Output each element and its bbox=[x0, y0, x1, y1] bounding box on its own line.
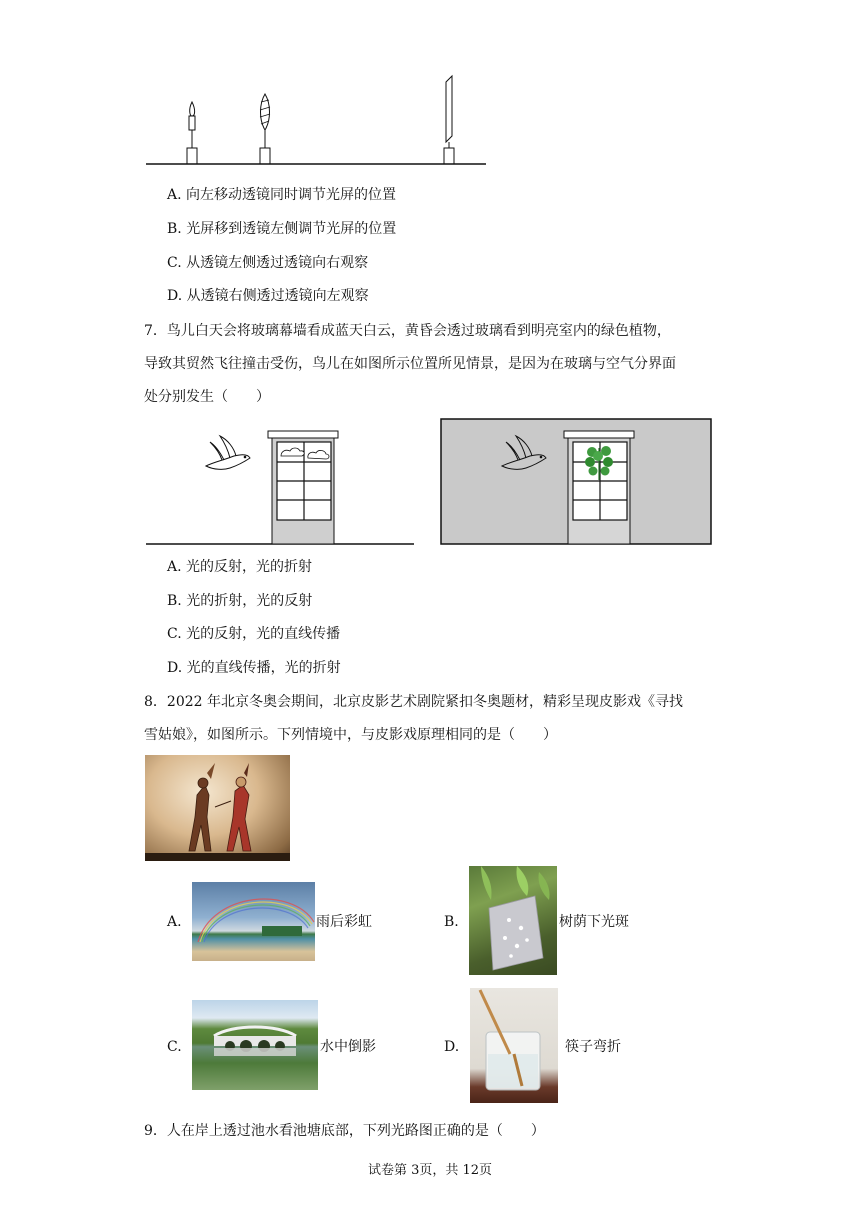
bird-dusk-figure bbox=[440, 418, 714, 548]
q8-option-d-letter[interactable]: D. bbox=[444, 1039, 460, 1055]
shadow-puppet-photo bbox=[145, 755, 290, 861]
q7-stem-line-3: 处分别发生（ ） bbox=[144, 389, 270, 405]
q7-option-a[interactable]: A. 光的反射，光的折射 bbox=[167, 559, 313, 575]
q8-stem-line-1: 8．2022 年北京冬奥会期间，北京皮影艺术剧院紧扣冬奥题材，精彩呈现皮影戏《寻找 bbox=[144, 694, 683, 710]
q6-option-d[interactable]: D. 从透镜右侧透过透镜向左观察 bbox=[167, 288, 369, 304]
q7-stem-line-2: 导致其贸然飞往撞击受伤，鸟儿在如图所示位置所见情景，是因为在玻璃与空气分界面 bbox=[144, 356, 676, 372]
candle bbox=[187, 102, 197, 164]
page-footer: 试卷第 3页，共 12页 bbox=[367, 1163, 493, 1178]
tree-shade-spots-photo[interactable] bbox=[469, 866, 557, 975]
glass-window-plant bbox=[573, 442, 627, 520]
convex-lens bbox=[260, 94, 270, 164]
water-reflection-photo[interactable] bbox=[192, 1000, 318, 1090]
q8-option-d-caption: 筷子弯折 bbox=[565, 1039, 621, 1055]
q8-option-b-letter[interactable]: B. bbox=[444, 914, 459, 930]
q8-option-a-letter[interactable]: A. bbox=[167, 914, 182, 930]
optical-bench-figure bbox=[140, 70, 500, 170]
rainbow-photo[interactable] bbox=[192, 882, 315, 961]
bird-daytime-figure bbox=[144, 418, 416, 548]
q9-stem: 9．人在岸上透过池水看池塘底部，下列光路图正确的是（ ） bbox=[144, 1123, 545, 1139]
q7-option-d[interactable]: D. 光的直线传播，光的折射 bbox=[167, 660, 341, 676]
q8-option-c-letter[interactable]: C. bbox=[167, 1039, 182, 1055]
bent-chopstick-photo[interactable] bbox=[470, 988, 558, 1103]
bird-icon bbox=[206, 436, 250, 469]
light-screen bbox=[444, 76, 454, 164]
q7-option-b[interactable]: B. 光的折射，光的反射 bbox=[167, 593, 313, 609]
q7-stem-line-1: 7．鸟儿白天会将玻璃幕墙看成蓝天白云，黄昏会透过玻璃看到明亮室内的绿色植物， bbox=[144, 323, 671, 339]
q8-option-b-caption: 树荫下光斑 bbox=[559, 914, 629, 930]
q6-option-c[interactable]: C. 从透镜左侧透过透镜向右观察 bbox=[167, 255, 369, 271]
q6-option-b[interactable]: B. 光屏移到透镜左侧调节光屏的位置 bbox=[167, 221, 397, 237]
q8-option-a-caption: 雨后彩虹 bbox=[316, 914, 372, 930]
q7-option-c[interactable]: C. 光的反射，光的直线传播 bbox=[167, 626, 341, 642]
q6-option-a[interactable]: A. 向左移动透镜同时调节光屏的位置 bbox=[167, 187, 397, 203]
q8-stem-line-2: 雪姑娘》，如图所示。下列情境中，与皮影戏原理相同的是（ ） bbox=[144, 727, 557, 743]
q8-option-c-caption: 水中倒影 bbox=[320, 1039, 376, 1055]
glass-window-clouds bbox=[277, 442, 331, 520]
